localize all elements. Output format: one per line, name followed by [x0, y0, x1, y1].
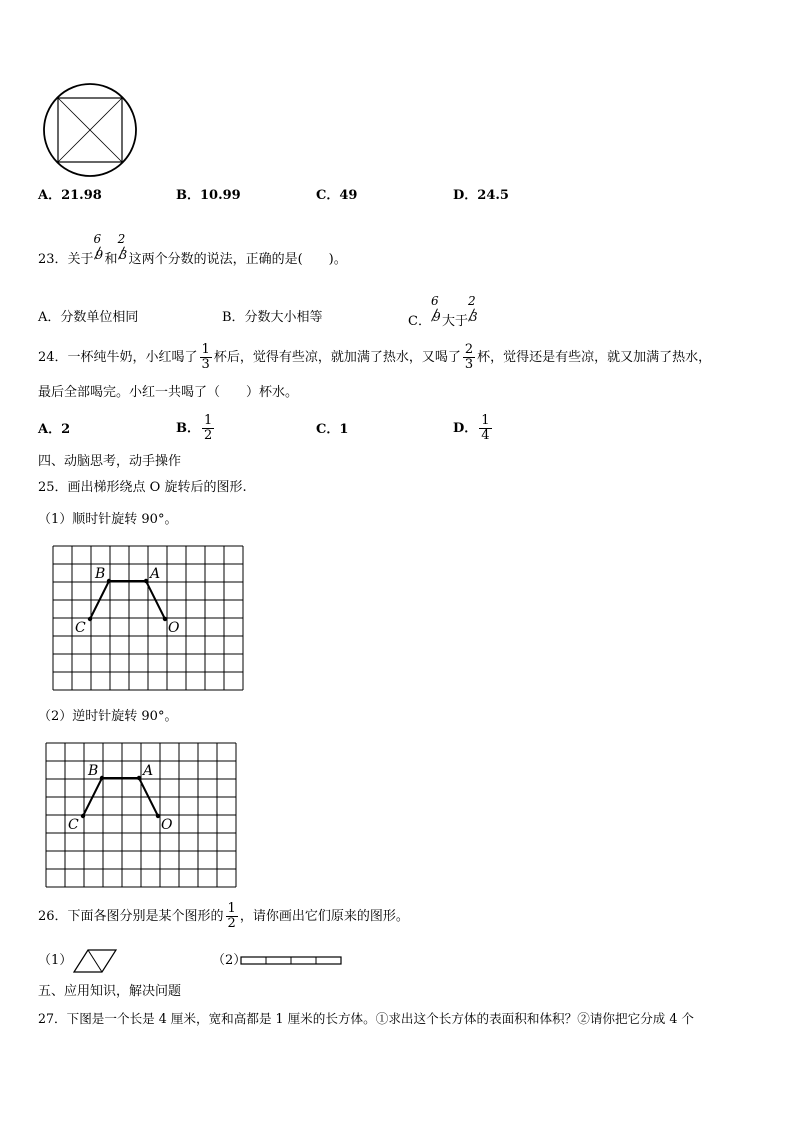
q23-fraction-2: 2 3 [117, 232, 128, 262]
q25-title: 25．画出梯形绕点 O 旋转后的图形. [38, 480, 247, 495]
label-b: B [88, 763, 99, 779]
q26-sub-2: （2） [212, 953, 247, 968]
q23-option-a: A．分数单位相同 [38, 310, 139, 325]
q24-option-c: C．1 [316, 422, 349, 437]
label-a: A [143, 763, 154, 779]
q24-line-2: 最后全部喝完。小红一共喝了（ ）杯水。 [38, 385, 299, 400]
q23-and: 和 [104, 252, 118, 267]
q22-option-c: C．49 [316, 188, 358, 203]
label-c: C [68, 817, 79, 833]
q24-line-1: 24．一杯纯牛奶，小红喝了 $\frac{1}{3}$ 杯后，觉得有些凉，就加满了热水，又喝了 $\frac{2}{3}$ 杯，觉得还是有些凉，就又加满了热水， [38, 342, 712, 372]
label-o: O [168, 620, 180, 636]
q25-grid-2 [45, 742, 237, 888]
segmented-bar-figure [240, 955, 344, 967]
q24-option-b-fraction: $\frac{1}{2}$ [204, 413, 213, 443]
label-a: A [150, 566, 161, 582]
q26-question: 26．下面各图分别是某个图形的 $\frac{1}{2}$ ，请你画出它们原来的图形。 [38, 901, 409, 931]
q22-option-b: B．10.99 [176, 188, 241, 203]
q22-option-a: A．21.98 [38, 188, 102, 203]
q24-fraction-2: $\frac{2}{3}$ [464, 342, 474, 372]
q23-question [38, 232, 347, 267]
q24-option-d-fraction: $\frac{1}{4}$ [481, 413, 490, 443]
label-o: O [161, 817, 173, 833]
q24-fraction-1: $\frac{1}{3}$ [201, 342, 210, 372]
q25-sub-1: （1）顺时针旋转 90°。 [38, 512, 178, 527]
section-4-heading: 四、动脑思考，动手操作 [38, 454, 182, 469]
q24-option-d: D． $\frac{1}{4}$ [453, 413, 490, 443]
circle-square-figure [40, 80, 140, 180]
q23-number: 23．关于 [38, 252, 94, 267]
q24-option-b: B． $\frac{1}{2}$ [176, 413, 213, 443]
parallelogram-figure [72, 948, 120, 974]
q26-fraction: $\frac{1}{2}$ [227, 901, 236, 931]
q25-grid-1 [52, 545, 244, 691]
q23-option-c-fraction-1: 6 9 [430, 294, 441, 324]
q23-text: 这两个分数的说法，正确的是( )。 [128, 252, 347, 267]
label-c: C [75, 620, 86, 636]
q27-question: 27．下图是一个长是 4 厘米，宽和高都是 1 厘米的长方体。①求出这个长方体的表面积和体积？②请你把它分成 4 个 [38, 1011, 694, 1026]
q23-option-c-fraction-2: 2 3 [467, 294, 478, 324]
q26-sub-1: （1） [38, 953, 73, 968]
q22-option-d: D．24.5 [453, 188, 509, 203]
section-5-heading: 五、应用知识，解决问题 [38, 984, 182, 999]
q23-fraction-1: 6 9 [93, 232, 104, 262]
q24-option-a: A．2 [38, 422, 71, 437]
grid-lines [53, 546, 243, 690]
grid-lines [46, 743, 236, 887]
q23-option-c: C． 6 9 大于 2 3 [408, 294, 478, 329]
q23-option-b: B．分数大小相等 [222, 310, 323, 325]
label-b: B [95, 566, 106, 582]
q25-sub-2: （2）逆时针旋转 90°。 [38, 709, 178, 724]
